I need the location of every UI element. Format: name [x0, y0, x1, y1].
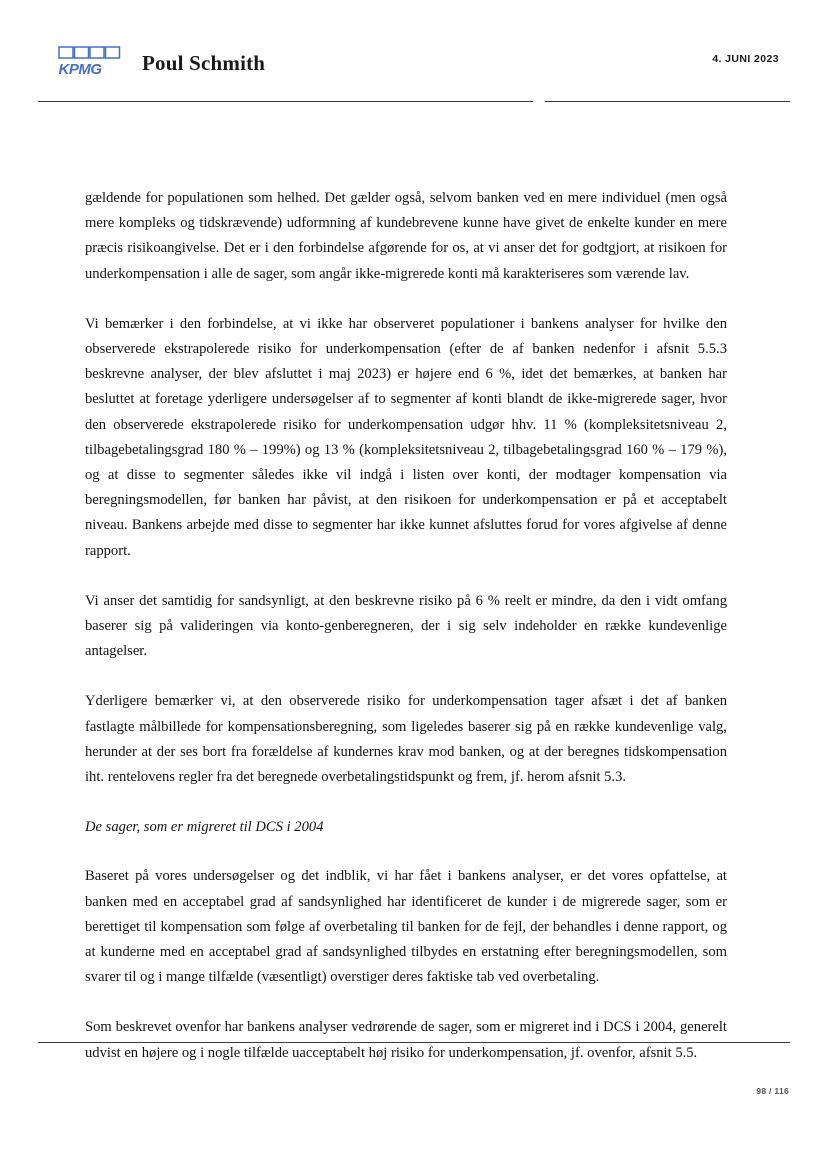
body-paragraph: Som beskrevet ovenfor har bankens analyser vedrørende de sager, som er migreret ind i DCS i 2004, generelt udvist en højere og i nogle tilfælde uacceptabelt høj risiko for underkompensation, jf. ovenfor, afsnit 5.5. [85, 1019, 727, 1061]
poul-schmith-wordmark: Poul Schmith [142, 50, 266, 75]
body-paragraph: Vi anser det samtidig for sandsynligt, at den beskrevne risiko på 6 % reelt er mindre, da den i vidt omfang baserer sig på valideringen via konto-genberegneren, der i sig selv indeholder en række kundevenlige antagelser. [85, 592, 727, 660]
brand-lockup [58, 46, 265, 80]
body-paragraph: Baseret på vores undersøgelser og det indblik, vi har fået i bankens analyser, er det vores opfattelse, at banken med en acceptabel grad af sandsynlighed har identificeret de kunder i de migrerede sager, som er berettiget til kompensation som følge af overbetaling til banken for de fejl, der behandles i denne rapport, og at kunderne med en acceptabel grad af sandsynlighed tilbydes en erstatning efter beregningsmodellen, som svarer til og i mange tilfælde (væsentligt) overstiger deres faktiske tab ved overbetaling. [85, 868, 727, 986]
document-body [85, 186, 727, 1066]
header-rule-right [545, 101, 790, 102]
header-rule-left [38, 101, 533, 102]
kpmg-logo [58, 46, 124, 80]
page-header [38, 44, 789, 96]
header-date: 4. JUNI 2023 [712, 53, 779, 65]
page-number: 98 / 116 [756, 1086, 789, 1096]
body-paragraph: Vi bemærker i den forbindelse, at vi ikke har observeret populationer i bankens analyser for hvilke den observerede ekstrapolerede risiko for underkompensation (efter de af banken nedenfor i afsnit 5.5.3 beskrevne analyser, der blev afsluttet i maj 2023) er højere end 6 %, idet det bemærkes, at banken har besluttet at foretage yderligere undersøgelser af to segmenter af konti blandt de ikke-migrerede sager, hvor den observerede ekstrapolerede risiko for underkompensation udgør hhv. 11 % (kompleksitetsniveau 2, tilbagebetalingsgrad 180 % – 199%) og 13 % (kompleksitetsniveau 2, tilbagebetalingsgrad 160 % – 179 %), og at disse to segmenter således ikke vil indgå i listen over konti, der modtager kompensation via beregningsmodellen, før banken har påvist, at den risikoen for underkompensation er på et acceptabelt niveau. Bankens arbejde med disse to segmenter har ikke kunnet afsluttes forud for vores afgivelse af denne rapport. [85, 315, 727, 559]
svg-text:KPMG: KPMG [58, 61, 102, 78]
section-subheading: De sager, som er migreret til DCS i 2004 [85, 819, 324, 836]
footer-rule [38, 1042, 790, 1043]
body-paragraph: Yderligere bemærker vi, at den observerede risiko for underkompensation tager afsæt i det af banken fastlagte målbillede for kompensationsberegning, som ligeledes baserer sig på en række kundevenlige valg, herunder at der ses bort fra forældelse af kundernes krav mod banken, og at der beregnes tidskompensation iht. rentelovens regler fra det beregnede overbetalingstidspunkt og frem, jf. herom afsnit 5.3. [85, 693, 727, 786]
body-paragraph: gældende for populationen som helhed. Det gælder også, selvom banken ved en mere individuel (men også mere kompleks og tidskrævende) udformning af kundebrevene kunne have givet de enkelte kunder en mere præcis risikoangivelse. Det er i den forbindelse afgørende for os, at vi anser det for godtgjort, at risikoen for underkompensation i alle de sager, som angår ikke-migrerede konti må karakteriseres som værende lav. [85, 190, 727, 282]
